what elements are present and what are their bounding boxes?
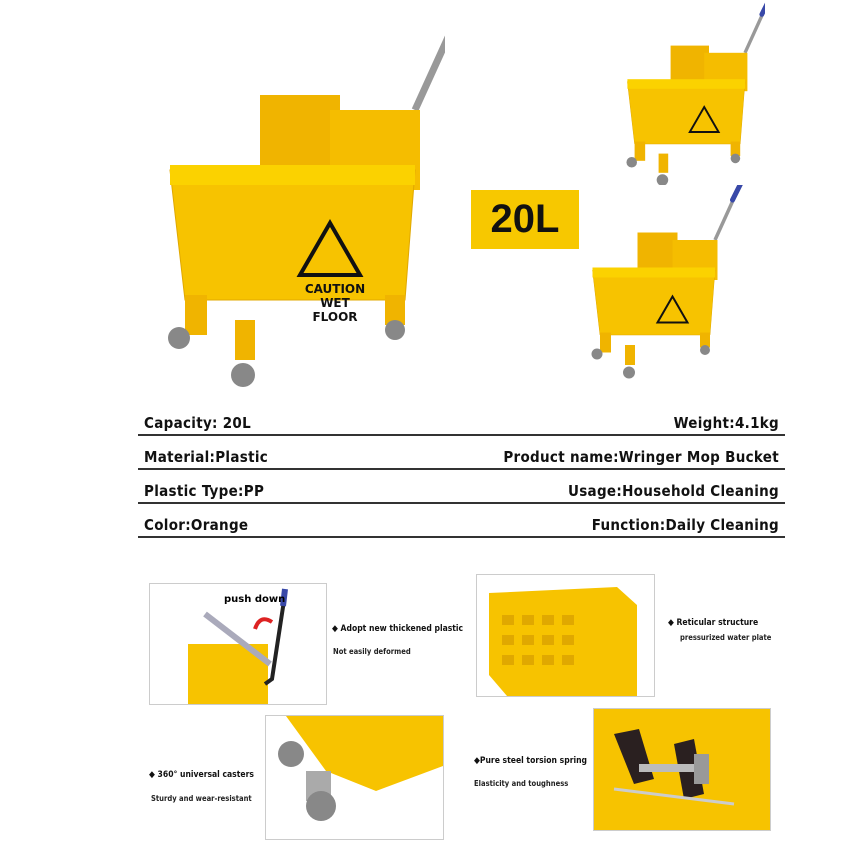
spec-weight: Weight:4.1kg bbox=[673, 414, 779, 432]
mop-bucket-main-image bbox=[165, 0, 445, 395]
feature-subtitle: Sturdy and wear-resistant bbox=[151, 794, 252, 803]
caution-sign bbox=[300, 282, 370, 324]
sign-line-2: WET FLOOR bbox=[312, 296, 358, 324]
capacity-badge: 20L bbox=[471, 190, 579, 249]
feature-image-casters bbox=[265, 715, 444, 840]
spec-row bbox=[138, 406, 785, 436]
feature-image-wringer-plate bbox=[476, 574, 655, 697]
spec-capacity: Capacity: 20L bbox=[144, 414, 252, 432]
push-down-label: push down bbox=[224, 594, 286, 605]
spec-product-name: Product name:Wringer Mop Bucket bbox=[503, 448, 779, 466]
feature-image-torsion-spring bbox=[593, 708, 771, 831]
spec-color: Color:Orange bbox=[144, 516, 249, 534]
spec-material: Material:Plastic bbox=[144, 448, 269, 466]
mop-bucket-thumbnail-2 bbox=[590, 185, 780, 380]
spec-plastic-type: Plastic Type:PP bbox=[144, 482, 265, 500]
feature-title: ◆ Reticular structure bbox=[668, 618, 759, 628]
mop-bucket-thumbnail-1 bbox=[625, 0, 765, 185]
sign-line-1: CAUTION bbox=[304, 282, 366, 296]
feature-image-wringer-handle bbox=[149, 583, 327, 705]
spec-row bbox=[138, 474, 785, 504]
feature-title: ◆ 360° universal casters bbox=[149, 770, 254, 780]
spec-usage: Usage:Household Cleaning bbox=[567, 482, 779, 500]
spec-row bbox=[138, 508, 785, 538]
feature-subtitle: pressurized water plate bbox=[680, 633, 772, 642]
feature-subtitle: Not easily deformed bbox=[333, 647, 411, 656]
feature-title: ◆Pure steel torsion spring bbox=[474, 756, 588, 766]
spec-function: Function:Daily Cleaning bbox=[591, 516, 779, 534]
feature-title: ◆ Adopt new thickened plastic bbox=[332, 624, 464, 634]
feature-subtitle: Elasticity and toughness bbox=[474, 779, 569, 788]
spec-row bbox=[138, 440, 785, 470]
